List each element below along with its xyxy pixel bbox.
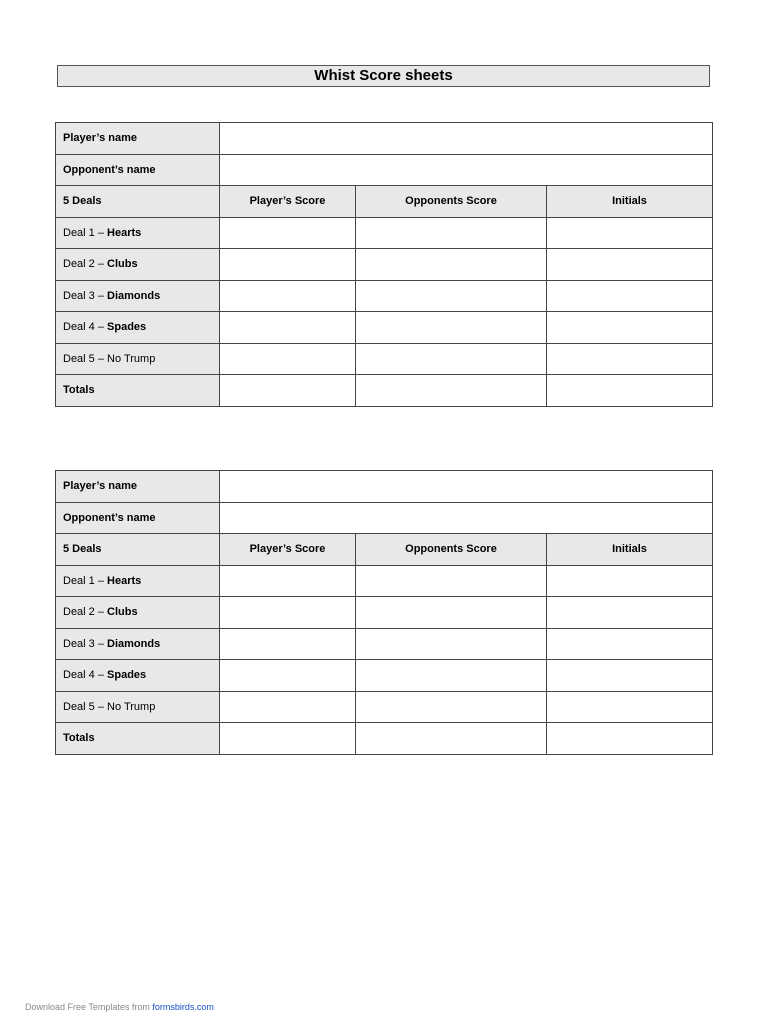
opponents-score-cell[interactable]	[356, 343, 547, 375]
header-row	[56, 186, 713, 218]
deal-suit: Spades	[107, 321, 147, 334]
opponents-score-cell[interactable]	[356, 597, 547, 629]
initials-total-cell[interactable]	[547, 723, 713, 755]
totals-label: Totals	[56, 375, 220, 407]
players-score-cell[interactable]	[220, 691, 356, 723]
deal-suit: Hearts	[107, 574, 142, 587]
footer-link[interactable]: formsbirds.com	[152, 1002, 214, 1012]
deal-label	[56, 280, 220, 312]
deal-label	[56, 691, 220, 723]
deal-prefix: Deal 2 –	[63, 258, 108, 271]
player-name-row	[56, 471, 713, 503]
players-score-cell[interactable]	[220, 312, 356, 344]
footer	[25, 1002, 214, 1012]
deal-row	[56, 691, 713, 723]
opponent-name-field[interactable]	[220, 154, 713, 186]
deal-row	[56, 343, 713, 375]
deal-label	[56, 565, 220, 597]
deal-row	[56, 597, 713, 629]
players-score-cell[interactable]	[220, 217, 356, 249]
deal-row	[56, 217, 713, 249]
players-score-cell[interactable]	[220, 628, 356, 660]
deal-suit: Spades	[107, 669, 147, 682]
initials-cell[interactable]	[547, 597, 713, 629]
initials-header: Initials	[547, 534, 713, 566]
player-name-row	[56, 123, 713, 155]
players-score-cell[interactable]	[220, 597, 356, 629]
opponents-score-cell[interactable]	[356, 565, 547, 597]
deal-label	[56, 217, 220, 249]
opponents-score-cell[interactable]	[356, 628, 547, 660]
deal-suit: Diamonds	[107, 289, 161, 302]
deal-row	[56, 628, 713, 660]
initials-cell[interactable]	[547, 660, 713, 692]
players-score-cell[interactable]	[220, 280, 356, 312]
deal-prefix: Deal 3 –	[63, 289, 108, 302]
opponent-name-label: Opponent’s name	[56, 154, 220, 186]
player-name-label: Player’s name	[56, 123, 220, 155]
deal-suit: Hearts	[107, 226, 142, 239]
score-sheet-2	[55, 470, 713, 755]
opponents-score-cell[interactable]	[356, 217, 547, 249]
player-name-field[interactable]	[220, 471, 713, 503]
deal-row	[56, 660, 713, 692]
deal-row	[56, 280, 713, 312]
deal-label	[56, 249, 220, 281]
initials-header: Initials	[547, 186, 713, 218]
initials-cell[interactable]	[547, 628, 713, 660]
opponents-total-cell[interactable]	[356, 375, 547, 407]
players-total-cell[interactable]	[220, 375, 356, 407]
opponents-score-cell[interactable]	[356, 691, 547, 723]
deal-prefix: Deal 3 –	[63, 637, 108, 650]
initials-cell[interactable]	[547, 249, 713, 281]
deal-label	[56, 312, 220, 344]
initials-cell[interactable]	[547, 565, 713, 597]
deals-header: 5 Deals	[56, 186, 220, 218]
deal-row	[56, 565, 713, 597]
deals-header: 5 Deals	[56, 534, 220, 566]
opponents-score-header: Opponents Score	[356, 534, 547, 566]
totals-row	[56, 375, 713, 407]
initials-cell[interactable]	[547, 280, 713, 312]
players-score-cell[interactable]	[220, 660, 356, 692]
opponents-score-header: Opponents Score	[356, 186, 547, 218]
deal-prefix: Deal 5 – No Trump	[63, 352, 156, 365]
header-row	[56, 534, 713, 566]
deal-row	[56, 249, 713, 281]
players-total-cell[interactable]	[220, 723, 356, 755]
opponent-name-field[interactable]	[220, 502, 713, 534]
deal-prefix: Deal 4 –	[63, 669, 108, 682]
players-score-cell[interactable]	[220, 343, 356, 375]
deal-suit: Diamonds	[107, 637, 161, 650]
deal-label	[56, 628, 220, 660]
deal-suit: Clubs	[107, 606, 138, 619]
opponents-score-cell[interactable]	[356, 280, 547, 312]
deal-prefix: Deal 1 –	[63, 226, 108, 239]
opponents-score-cell[interactable]	[356, 660, 547, 692]
initials-cell[interactable]	[547, 312, 713, 344]
deal-row	[56, 312, 713, 344]
opponents-total-cell[interactable]	[356, 723, 547, 755]
deal-prefix: Deal 5 – No Trump	[63, 700, 156, 713]
deal-prefix: Deal 4 –	[63, 321, 108, 334]
page-title: Whist Score sheets	[57, 65, 710, 87]
players-score-header: Player’s Score	[220, 534, 356, 566]
initials-cell[interactable]	[547, 217, 713, 249]
deal-label	[56, 660, 220, 692]
totals-row	[56, 723, 713, 755]
player-name-label: Player’s name	[56, 471, 220, 503]
deal-label	[56, 343, 220, 375]
opponents-score-cell[interactable]	[356, 312, 547, 344]
players-score-cell[interactable]	[220, 565, 356, 597]
footer-text: Download Free Templates from	[25, 1002, 153, 1012]
totals-label: Totals	[56, 723, 220, 755]
players-score-cell[interactable]	[220, 249, 356, 281]
deal-prefix: Deal 1 –	[63, 574, 108, 587]
initials-cell[interactable]	[547, 691, 713, 723]
initials-cell[interactable]	[547, 343, 713, 375]
players-score-header: Player’s Score	[220, 186, 356, 218]
score-sheet-1	[55, 122, 713, 407]
opponent-name-row	[56, 502, 713, 534]
opponents-score-cell[interactable]	[356, 249, 547, 281]
deal-prefix: Deal 2 –	[63, 606, 108, 619]
initials-total-cell[interactable]	[547, 375, 713, 407]
deal-suit: Clubs	[107, 258, 138, 271]
opponent-name-label: Opponent’s name	[56, 502, 220, 534]
opponent-name-row	[56, 154, 713, 186]
player-name-field[interactable]	[220, 123, 713, 155]
deal-label	[56, 597, 220, 629]
